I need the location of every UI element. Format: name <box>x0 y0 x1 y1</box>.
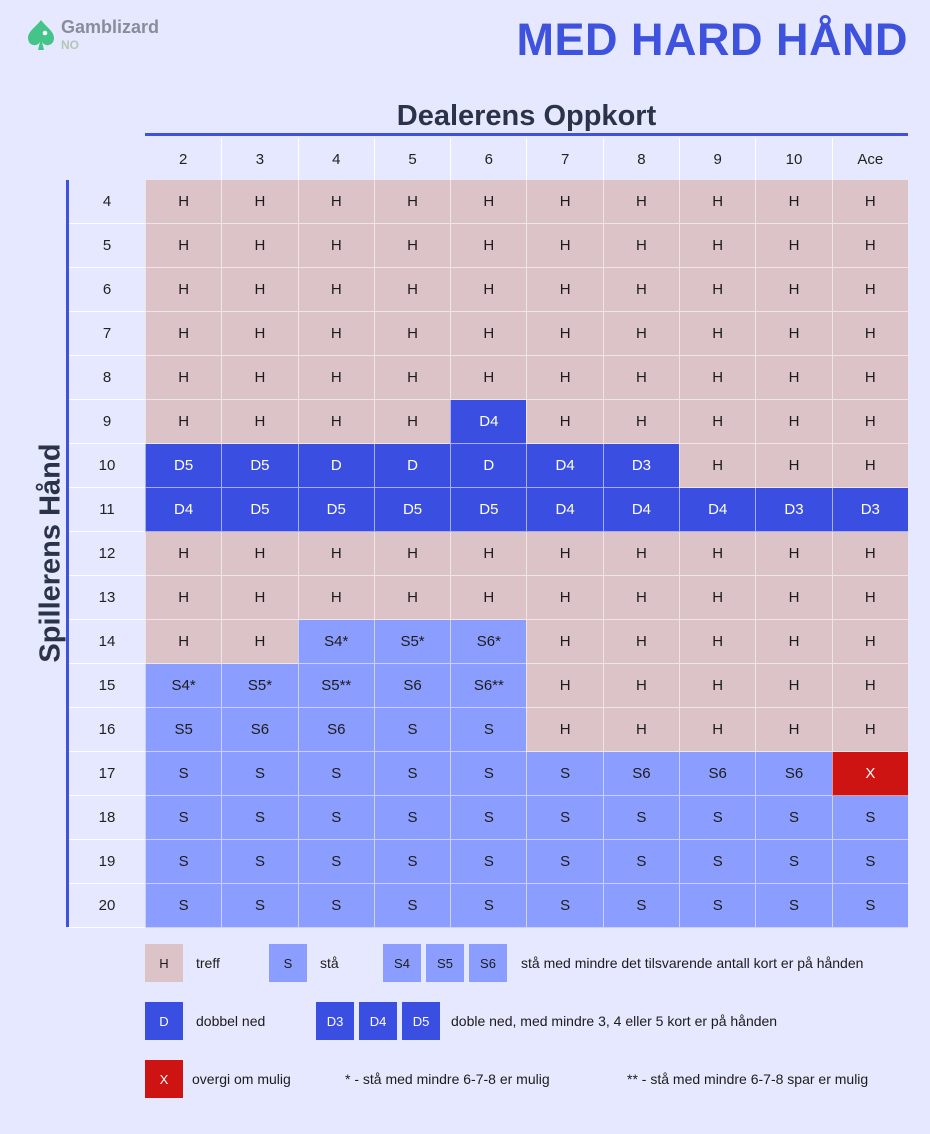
strategy-cell: S <box>145 840 221 884</box>
strategy-cell: H <box>374 312 450 356</box>
strategy-cell: S6 <box>679 752 755 796</box>
strategy-cell: S <box>298 840 374 884</box>
strategy-cell: S <box>526 796 602 840</box>
strategy-cell: H <box>450 224 526 268</box>
strategy-cell: H <box>603 620 679 664</box>
strategy-cell: H <box>526 400 602 444</box>
strategy-cell: S <box>679 884 755 928</box>
strategy-cell: S5 <box>145 708 221 752</box>
strategy-cell: H <box>755 444 831 488</box>
strategy-cell: D4 <box>450 400 526 444</box>
strategy-cell: H <box>526 576 602 620</box>
table-row <box>69 532 908 576</box>
player-hand-label: 14 <box>69 620 145 664</box>
legend-hit-text: treff <box>196 955 220 971</box>
strategy-cell: H <box>221 312 297 356</box>
table-row <box>69 708 908 752</box>
strategy-cell: H <box>755 400 831 444</box>
strategy-cell: H <box>603 268 679 312</box>
strategy-cell: H <box>221 224 297 268</box>
strategy-cell: H <box>679 312 755 356</box>
strategy-cell: H <box>679 532 755 576</box>
strategy-cell: H <box>832 620 908 664</box>
table-row <box>69 752 908 796</box>
strategy-cell: S <box>145 752 221 796</box>
player-hand-label: 16 <box>69 708 145 752</box>
brand-name: Gamblizard <box>61 17 160 37</box>
legend-double-variant-box: D3 <box>316 1002 354 1040</box>
dealer-card-header-cell: 6 <box>450 138 526 180</box>
legend-double-variant-box: D5 <box>402 1002 440 1040</box>
table-row <box>69 224 908 268</box>
strategy-cell: H <box>145 532 221 576</box>
strategy-cell: D4 <box>679 488 755 532</box>
strategy-cell: H <box>755 180 831 224</box>
strategy-cell: H <box>832 444 908 488</box>
strategy-cell: H <box>679 400 755 444</box>
strategy-cell: H <box>755 620 831 664</box>
player-hand-label: 8 <box>69 356 145 400</box>
strategy-cell: S <box>145 884 221 928</box>
player-hand-label: 17 <box>69 752 145 796</box>
strategy-cell: S <box>221 752 297 796</box>
legend-double-variant-text: doble ned, med mindre 3, 4 eller 5 kort er på hånden <box>451 1013 778 1029</box>
strategy-cell: H <box>679 620 755 664</box>
strategy-cell: H <box>603 180 679 224</box>
strategy-cell: D5 <box>145 444 221 488</box>
strategy-cell: H <box>603 664 679 708</box>
player-hand-label: 4 <box>69 180 145 224</box>
table-row <box>69 576 908 620</box>
strategy-cell: H <box>603 708 679 752</box>
legend-double-text: dobbel ned <box>196 1013 266 1029</box>
dealer-card-header-cell: 3 <box>221 138 297 180</box>
strategy-cell: H <box>374 224 450 268</box>
strategy-cell: D5 <box>450 488 526 532</box>
player-hand-label: 19 <box>69 840 145 884</box>
legend-double-star-note: ** - stå med mindre 6-7-8 spar er mulig <box>627 1071 869 1087</box>
strategy-cell: H <box>679 708 755 752</box>
strategy-cell: S6 <box>603 752 679 796</box>
strategy-cell: H <box>603 312 679 356</box>
strategy-cell: S <box>145 796 221 840</box>
strategy-cell: D5 <box>374 488 450 532</box>
strategy-cell: S <box>450 840 526 884</box>
strategy-cell: S <box>374 796 450 840</box>
strategy-cell: H <box>679 444 755 488</box>
strategy-cell: H <box>145 620 221 664</box>
strategy-cell: H <box>298 576 374 620</box>
legend-double-variant-box: D4 <box>359 1002 397 1040</box>
strategy-cell: H <box>298 356 374 400</box>
table-row <box>69 444 908 488</box>
dealer-card-header-cell: 8 <box>603 138 679 180</box>
strategy-cell: H <box>526 532 602 576</box>
strategy-cell: D3 <box>755 488 831 532</box>
strategy-cell: S5** <box>298 664 374 708</box>
strategy-cell: H <box>145 312 221 356</box>
strategy-cell: S <box>221 796 297 840</box>
table-row <box>69 400 908 444</box>
strategy-cell: D5 <box>298 488 374 532</box>
strategy-cell: H <box>526 180 602 224</box>
strategy-cell: D3 <box>603 444 679 488</box>
strategy-cell: H <box>221 356 297 400</box>
spade-lizard-icon <box>26 18 56 52</box>
strategy-cell: H <box>755 532 831 576</box>
strategy-cell: D5 <box>221 488 297 532</box>
strategy-cell: H <box>755 356 831 400</box>
player-hand-label: 10 <box>69 444 145 488</box>
strategy-cell: S <box>374 752 450 796</box>
table-row <box>69 268 908 312</box>
strategy-cell: H <box>679 268 755 312</box>
strategy-cell: S <box>450 708 526 752</box>
strategy-cell: H <box>832 708 908 752</box>
strategy-cell: S <box>755 796 831 840</box>
table-row <box>69 664 908 708</box>
strategy-cell: S <box>298 796 374 840</box>
strategy-cell: S <box>221 840 297 884</box>
legend-stand-variant-box: S4 <box>383 944 421 982</box>
strategy-cell: H <box>221 532 297 576</box>
strategy-cell: S6 <box>755 752 831 796</box>
strategy-cell: S <box>526 884 602 928</box>
table-row <box>69 312 908 356</box>
strategy-cell: S <box>298 752 374 796</box>
strategy-cell: D4 <box>526 488 602 532</box>
strategy-cell: D4 <box>603 488 679 532</box>
strategy-cell: S <box>450 796 526 840</box>
strategy-cell: H <box>755 268 831 312</box>
legend-double-box: D <box>145 1002 183 1040</box>
strategy-cell: H <box>298 268 374 312</box>
strategy-cell: H <box>450 576 526 620</box>
strategy-cell: H <box>145 180 221 224</box>
strategy-cell: H <box>832 312 908 356</box>
table-row <box>69 884 908 928</box>
strategy-cell: S5* <box>374 620 450 664</box>
strategy-cell: H <box>679 576 755 620</box>
strategy-cell: S <box>298 884 374 928</box>
strategy-cell: H <box>526 708 602 752</box>
strategy-cell: H <box>450 356 526 400</box>
strategy-cell: S <box>374 884 450 928</box>
strategy-cell: X <box>832 752 908 796</box>
dealer-axis-label: Dealerens Oppkort <box>396 100 657 132</box>
strategy-cell: S <box>374 840 450 884</box>
strategy-cell: H <box>679 180 755 224</box>
dealer-card-header-cell: 2 <box>178 150 188 168</box>
dealer-card-header-cell: 10 <box>755 138 831 180</box>
strategy-cell: H <box>374 268 450 312</box>
strategy-cell: S <box>679 840 755 884</box>
table-row <box>69 840 908 884</box>
strategy-cell: S5* <box>221 664 297 708</box>
table-row <box>69 620 908 664</box>
dealer-card-header <box>145 138 908 180</box>
strategy-cell: H <box>679 224 755 268</box>
strategy-cell: H <box>374 356 450 400</box>
strategy-cell: S <box>221 884 297 928</box>
strategy-cell: D <box>450 444 526 488</box>
player-hand-label: 11 <box>69 488 145 532</box>
strategy-cell: H <box>526 620 602 664</box>
strategy-cell: S <box>755 884 831 928</box>
strategy-cell: H <box>298 400 374 444</box>
strategy-cell: S <box>679 796 755 840</box>
legend-stand-variant-box: S5 <box>426 944 464 982</box>
strategy-cell: H <box>832 180 908 224</box>
strategy-cell: H <box>221 620 297 664</box>
strategy-cell: H <box>450 532 526 576</box>
table-row <box>69 356 908 400</box>
strategy-cell: H <box>221 400 297 444</box>
strategy-cell: H <box>679 356 755 400</box>
legend-surrender-text: overgi om mulig <box>192 1071 291 1087</box>
strategy-cell: S <box>832 884 908 928</box>
strategy-cell: S <box>526 752 602 796</box>
strategy-cell: S6* <box>450 620 526 664</box>
legend-star-note: * - stå med mindre 6-7-8 er mulig <box>345 1071 550 1087</box>
strategy-cell: H <box>832 356 908 400</box>
strategy-cell: H <box>603 400 679 444</box>
player-hand-label: 18 <box>69 796 145 840</box>
strategy-cell: D5 <box>221 444 297 488</box>
player-hand-label: 9 <box>69 400 145 444</box>
strategy-cell: H <box>603 576 679 620</box>
dealer-card-header-cell: 5 <box>374 138 450 180</box>
strategy-cell: H <box>603 356 679 400</box>
strategy-cell: H <box>755 224 831 268</box>
dealer-card-header-cell: 7 <box>526 138 602 180</box>
strategy-cell: H <box>374 532 450 576</box>
strategy-cell: H <box>298 532 374 576</box>
strategy-cell: H <box>450 268 526 312</box>
strategy-cell: D <box>298 444 374 488</box>
strategy-cell: S <box>450 884 526 928</box>
strategy-cell: H <box>832 224 908 268</box>
strategy-cell: S <box>526 840 602 884</box>
strategy-cell: H <box>526 664 602 708</box>
strategy-cell: H <box>832 532 908 576</box>
brand-region: NO <box>61 38 79 52</box>
strategy-cell: H <box>298 224 374 268</box>
strategy-cell: D <box>374 444 450 488</box>
strategy-cell: S6** <box>450 664 526 708</box>
strategy-cell: H <box>221 576 297 620</box>
player-hand-label: 13 <box>69 576 145 620</box>
strategy-cell: H <box>145 268 221 312</box>
strategy-table <box>69 180 908 928</box>
strategy-cell: S <box>450 752 526 796</box>
page-title: MED HARD HÅND <box>516 14 908 65</box>
strategy-cell: H <box>755 664 831 708</box>
strategy-cell: S6 <box>374 664 450 708</box>
strategy-cell: H <box>298 180 374 224</box>
strategy-cell: H <box>298 312 374 356</box>
table-row <box>69 796 908 840</box>
player-hand-label: 6 <box>69 268 145 312</box>
strategy-cell: D4 <box>145 488 221 532</box>
strategy-cell: H <box>755 708 831 752</box>
strategy-cell: H <box>679 664 755 708</box>
player-hand-label: 12 <box>69 532 145 576</box>
strategy-cell: D4 <box>526 444 602 488</box>
strategy-cell: H <box>145 224 221 268</box>
strategy-cell: H <box>374 576 450 620</box>
player-axis-label: Spillerens Hånd <box>34 443 67 663</box>
strategy-cell: H <box>145 400 221 444</box>
strategy-cell: H <box>832 268 908 312</box>
strategy-cell: H <box>526 312 602 356</box>
brand-logo[interactable] <box>26 18 159 52</box>
legend-surrender-box: X <box>145 1060 183 1098</box>
strategy-cell: H <box>526 356 602 400</box>
strategy-cell: S <box>603 840 679 884</box>
strategy-cell: H <box>832 576 908 620</box>
legend-stand-text: stå <box>320 955 339 971</box>
strategy-cell: H <box>755 576 831 620</box>
strategy-cell: S6 <box>221 708 297 752</box>
strategy-cell: H <box>145 576 221 620</box>
strategy-cell: S <box>603 796 679 840</box>
strategy-cell: H <box>221 180 297 224</box>
strategy-cell: H <box>221 268 297 312</box>
player-hand-label: 20 <box>69 884 145 928</box>
strategy-cell: H <box>450 312 526 356</box>
strategy-cell: S <box>374 708 450 752</box>
strategy-cell: S <box>832 796 908 840</box>
strategy-cell: H <box>603 532 679 576</box>
dealer-card-header-cell: Ace <box>832 138 908 180</box>
strategy-cell: H <box>450 180 526 224</box>
dealer-card-header-cell: 9 <box>679 138 755 180</box>
strategy-cell: H <box>526 268 602 312</box>
legend-stand-variant-box: S6 <box>469 944 507 982</box>
strategy-cell: H <box>832 400 908 444</box>
strategy-cell: H <box>374 180 450 224</box>
player-hand-label: 15 <box>69 664 145 708</box>
table-row <box>69 488 908 532</box>
strategy-cell: S4* <box>145 664 221 708</box>
player-hand-label: 5 <box>69 224 145 268</box>
strategy-cell: H <box>832 664 908 708</box>
dealer-card-header-cell: 4 <box>298 138 374 180</box>
table-row <box>69 180 908 224</box>
strategy-cell: S6 <box>298 708 374 752</box>
strategy-cell: D3 <box>832 488 908 532</box>
player-hand-label: 7 <box>69 312 145 356</box>
strategy-cell: S4* <box>298 620 374 664</box>
legend-hit-box: H <box>145 944 183 982</box>
legend-stand-variant-text: stå med mindre det tilsvarende antall kort er på hånden <box>521 955 864 971</box>
strategy-cell: H <box>145 356 221 400</box>
legend-stand-box: S <box>269 944 307 982</box>
strategy-cell: H <box>603 224 679 268</box>
strategy-cell: S <box>832 840 908 884</box>
strategy-cell: H <box>755 312 831 356</box>
dealer-axis-line <box>145 133 908 136</box>
strategy-cell: H <box>374 400 450 444</box>
strategy-cell: S <box>603 884 679 928</box>
strategy-cell: S <box>755 840 831 884</box>
strategy-cell: H <box>526 224 602 268</box>
